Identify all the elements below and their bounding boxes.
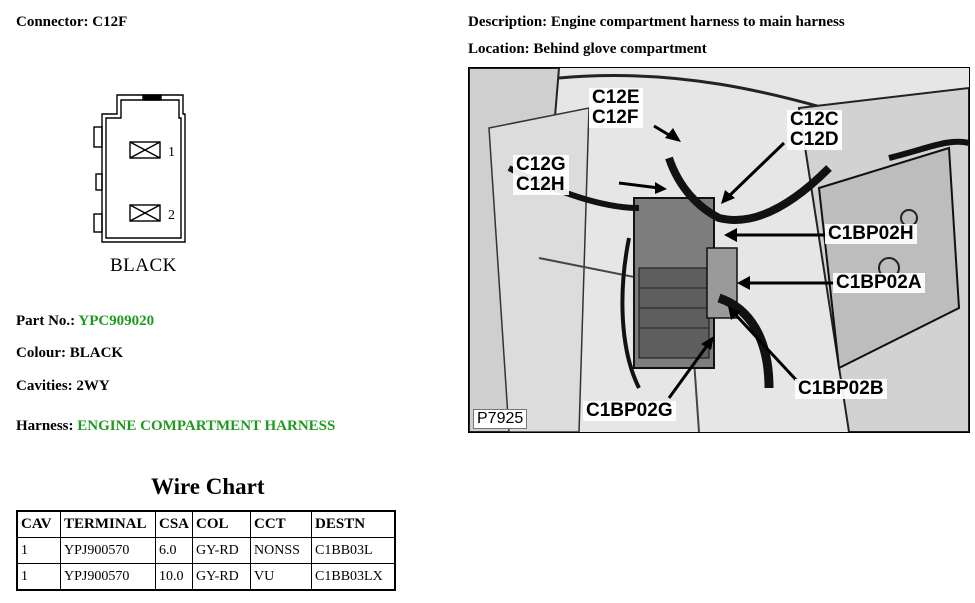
cell-col: GY-RD bbox=[193, 564, 251, 591]
cell-terminal: YPJ900570 bbox=[61, 564, 156, 591]
table-row bbox=[17, 564, 395, 591]
harness-value: ENGINE COMPARTMENT HARNESS bbox=[77, 418, 336, 434]
callout-c1bp02b: C1BP02B bbox=[795, 379, 887, 399]
table-row bbox=[17, 538, 395, 564]
callout-c1bp02g: C1BP02G bbox=[583, 401, 676, 421]
cavities-value: 2WY bbox=[76, 378, 110, 394]
photo-reference-label: P7925 bbox=[473, 409, 527, 429]
description-row bbox=[468, 14, 845, 31]
header-csa: CSA bbox=[156, 511, 193, 538]
location-photo bbox=[468, 67, 970, 433]
callout-c1bp02a: C1BP02A bbox=[833, 273, 925, 293]
header-col: COL bbox=[193, 511, 251, 538]
harness-label: Harness: bbox=[16, 418, 74, 434]
location-label: Location: bbox=[468, 41, 530, 57]
colour-value: BLACK bbox=[69, 345, 124, 361]
cell-csa: 10.0 bbox=[156, 564, 193, 591]
wire-chart-title: Wire Chart bbox=[151, 474, 265, 499]
cell-cct: NONSS bbox=[251, 538, 312, 564]
callout-c1bp02h: C1BP02H bbox=[825, 224, 917, 244]
connector-label: Connector: bbox=[16, 14, 89, 30]
table-header-row bbox=[17, 511, 395, 538]
photo-illustration bbox=[469, 68, 969, 432]
colour-label: Colour: bbox=[16, 345, 66, 361]
pin-2-label: 2 bbox=[168, 208, 175, 223]
part-no-value: YPC909020 bbox=[78, 313, 155, 329]
callout-c12g: C12G C12H bbox=[513, 155, 569, 195]
connector-id: C12F bbox=[92, 14, 128, 30]
callout-c12c: C12C C12D bbox=[787, 110, 842, 150]
pin-1-label: 1 bbox=[168, 145, 175, 160]
cell-cct: VU bbox=[251, 564, 312, 591]
cell-csa: 6.0 bbox=[156, 538, 193, 564]
harness-row bbox=[16, 418, 335, 435]
cell-col: GY-RD bbox=[193, 538, 251, 564]
wire-chart-table bbox=[16, 510, 396, 591]
part-no-row bbox=[16, 313, 154, 330]
cell-destn: C1BB03LX bbox=[312, 564, 396, 591]
description-value: Engine compartment harness to main harness bbox=[550, 14, 845, 30]
part-no-label: Part No.: bbox=[16, 313, 76, 329]
cell-cav: 1 bbox=[17, 564, 61, 591]
cell-destn: C1BB03L bbox=[312, 538, 396, 564]
cell-terminal: YPJ900570 bbox=[61, 538, 156, 564]
location-row bbox=[468, 41, 707, 58]
header-terminal: TERMINAL bbox=[61, 511, 156, 538]
description-label: Description: bbox=[468, 14, 548, 30]
cavities-label: Cavities: bbox=[16, 378, 73, 394]
cavities-row bbox=[16, 378, 110, 395]
connector-heading bbox=[16, 14, 127, 31]
colour-row bbox=[16, 345, 123, 362]
connector-color-caption: BLACK bbox=[110, 255, 177, 276]
cell-cav: 1 bbox=[17, 538, 61, 564]
header-cav: CAV bbox=[17, 511, 61, 538]
connector-diagram bbox=[85, 92, 205, 252]
header-cct: CCT bbox=[251, 511, 312, 538]
header-destn: DESTN bbox=[312, 511, 396, 538]
location-value: Behind glove compartment bbox=[533, 41, 707, 57]
callout-c12e: C12E C12F bbox=[589, 88, 643, 128]
